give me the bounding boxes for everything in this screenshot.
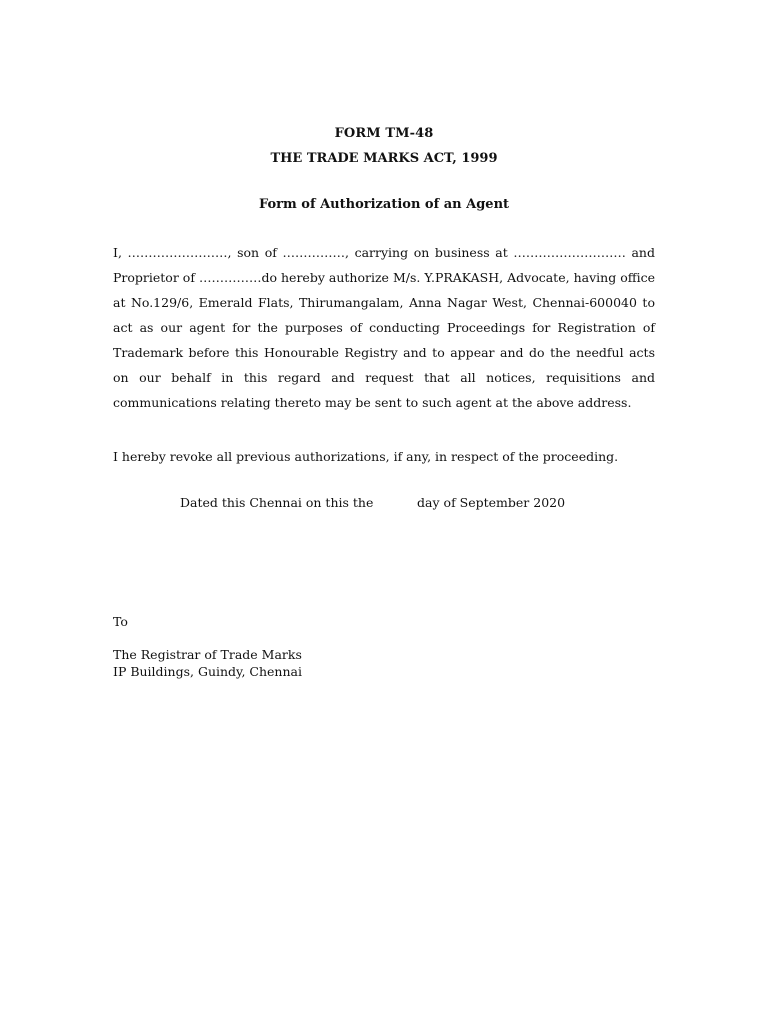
form-number: FORM TM-48 xyxy=(334,126,434,141)
revocation-statement: I hereby revoke all previous authorizations, if any, in respect of the proceeding. xyxy=(113,449,619,464)
dated-line: Dated this Chennai on this the day of September 2020 xyxy=(180,495,566,510)
authorization-paragraph: I, ……………………, son of ……………, carrying on business at ……………………… and Proprietor of ……………do hereby authorize M/s. Y.PRAKASH, Advocate, having office at No.129/6, Emerald Flats, Thirumangalam, Anna Nagar West, Chennai-600040 to act as our agent for the purposes of conducting Proceedings for Registration of Trademark before this Honourable Registry and to appear and do the needful acts on our behalf in this regard and request that all notices, requisitions and communications relating thereto may be sent to such agent at the above address. xyxy=(113,245,655,410)
addressee-line-1: The Registrar of Trade Marks xyxy=(113,647,302,662)
to-label: To xyxy=(113,614,128,629)
addressee-line-2: IP Buildings, Guindy, Chennai xyxy=(113,664,302,679)
act-title: THE TRADE MARKS ACT, 1999 xyxy=(270,151,498,166)
form-subtitle: Form of Authorization of an Agent xyxy=(258,197,510,212)
